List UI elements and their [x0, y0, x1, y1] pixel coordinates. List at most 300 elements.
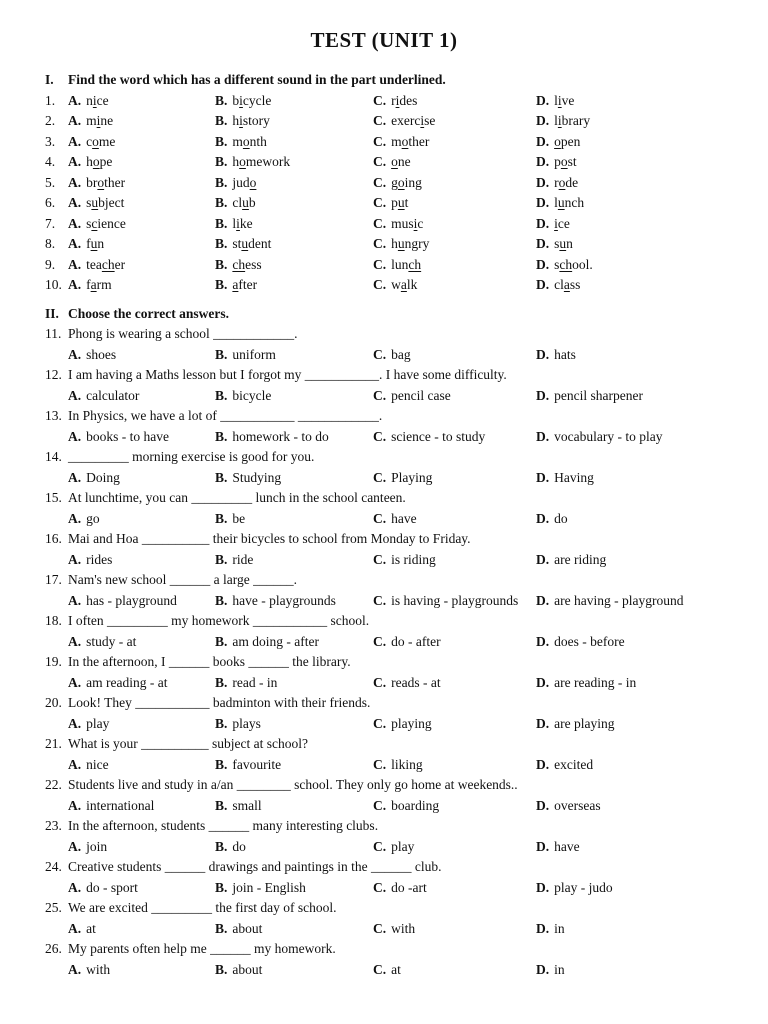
- answer-option[interactable]: [536, 673, 636, 694]
- underlined-part: i: [557, 92, 562, 108]
- question-number: 20.: [45, 695, 62, 710]
- answer-option[interactable]: [68, 878, 138, 899]
- answer-option[interactable]: [215, 193, 256, 214]
- option-text: boarding: [391, 797, 440, 813]
- question-stem-row: [0, 324, 768, 345]
- answer-option[interactable]: [536, 468, 594, 489]
- answer-option[interactable]: [536, 427, 662, 448]
- answer-option[interactable]: [215, 632, 319, 653]
- option-text: b: [232, 92, 240, 108]
- options-row: [0, 468, 768, 489]
- option-text: do -art: [391, 879, 427, 895]
- options-row: [0, 550, 768, 571]
- option-letter: A.: [68, 551, 82, 567]
- question-stem: Mai and Hoa __________ their bicycles to school from Monday to Friday.: [68, 531, 471, 546]
- answer-option[interactable]: [215, 591, 336, 612]
- option-text: ool.: [572, 256, 593, 272]
- option-text: join: [86, 838, 108, 854]
- option-letter: B.: [215, 469, 228, 485]
- answer-option[interactable]: [373, 234, 429, 255]
- answer-option[interactable]: [68, 837, 107, 858]
- option-letter: C.: [373, 174, 387, 190]
- option-text: join - English: [232, 879, 306, 895]
- option-text: nth: [249, 133, 267, 149]
- option-text: bject: [98, 195, 125, 210]
- question-number: 16.: [45, 531, 62, 546]
- answer-option[interactable]: [536, 234, 573, 255]
- answer-option[interactable]: [215, 550, 253, 571]
- option-letter: C.: [373, 387, 387, 403]
- answer-option[interactable]: [215, 919, 262, 940]
- option-text: ther: [104, 174, 126, 190]
- option-text: story: [242, 113, 270, 128]
- question-stem: I often _________ my homework ___________ school.: [68, 613, 370, 628]
- option-text: c: [86, 133, 93, 149]
- option-text: l: [554, 92, 558, 108]
- option-text: play: [86, 715, 110, 731]
- answer-option[interactable]: [68, 509, 100, 530]
- answer-option[interactable]: [373, 386, 451, 407]
- answer-option[interactable]: [215, 173, 256, 194]
- option-text: read - in: [232, 674, 278, 690]
- option-text: ing: [404, 174, 422, 190]
- option-text: cl: [232, 195, 243, 210]
- option-letter: B.: [215, 920, 228, 936]
- answer-option[interactable]: [536, 255, 593, 276]
- option-text: pe: [99, 154, 113, 169]
- option-letter: B.: [215, 592, 228, 608]
- option-text: n: [566, 236, 573, 251]
- option-text: are reading - in: [554, 674, 637, 690]
- answer-option[interactable]: [68, 755, 109, 776]
- underlined-part: ch: [232, 256, 246, 272]
- section-heading: [45, 304, 229, 324]
- option-letter: B.: [215, 113, 228, 128]
- option-letter: D.: [536, 756, 550, 772]
- question-stem-row: [0, 488, 768, 509]
- answer-option[interactable]: [215, 960, 262, 981]
- answer-option[interactable]: [68, 132, 115, 153]
- options-row: [0, 960, 768, 981]
- answer-option[interactable]: [215, 91, 271, 112]
- option-letter: A.: [68, 256, 82, 272]
- question-number: 11.: [45, 326, 62, 341]
- answer-option[interactable]: [68, 427, 169, 448]
- option-text: do - sport: [86, 879, 138, 895]
- option-letter: C.: [373, 756, 387, 772]
- answer-option[interactable]: [373, 193, 408, 214]
- answer-option[interactable]: [215, 427, 329, 448]
- option-text: ve: [561, 92, 575, 108]
- question-stem: My parents often help me ______ my homework.: [68, 941, 336, 956]
- answer-option[interactable]: [68, 591, 177, 612]
- option-letter: D.: [536, 113, 550, 128]
- answer-option[interactable]: [536, 173, 578, 194]
- question-stem-row: [0, 775, 768, 796]
- option-text: vocabulary - to play: [554, 428, 663, 444]
- option-text: h: [86, 154, 93, 169]
- answer-option[interactable]: [68, 173, 125, 194]
- question-number: 4.: [45, 154, 56, 169]
- answer-option[interactable]: [68, 919, 96, 940]
- option-letter: D.: [536, 469, 550, 485]
- question-stem-row: [0, 611, 768, 632]
- underlined-part: i: [96, 113, 101, 128]
- option-letter: A.: [68, 195, 82, 210]
- option-letter: C.: [373, 154, 387, 169]
- option-letter: A.: [68, 154, 82, 169]
- answer-option[interactable]: [536, 132, 580, 153]
- option-letter: C.: [373, 277, 387, 292]
- section-heading: [45, 70, 446, 90]
- answer-option[interactable]: [215, 111, 270, 132]
- answer-option[interactable]: [68, 152, 112, 173]
- option-text: w: [391, 277, 401, 292]
- answer-option[interactable]: [373, 509, 417, 530]
- answer-option[interactable]: [536, 632, 625, 653]
- option-letter: B.: [215, 879, 228, 895]
- answer-option[interactable]: [536, 152, 577, 173]
- answer-option[interactable]: [536, 386, 643, 407]
- option-text: do: [232, 838, 246, 854]
- option-text: has - playground: [86, 592, 177, 608]
- option-text: brary: [561, 113, 591, 128]
- underlined-part: u: [397, 236, 405, 251]
- option-text: mus: [391, 215, 414, 231]
- option-letter: A.: [68, 961, 82, 977]
- answer-option[interactable]: [215, 796, 262, 817]
- question-number: 2.: [45, 113, 56, 128]
- option-letter: B.: [215, 838, 228, 854]
- options-row: [0, 796, 768, 817]
- option-text: s: [86, 215, 92, 231]
- answer-option[interactable]: [68, 234, 104, 255]
- option-letter: D.: [536, 428, 550, 444]
- answer-option[interactable]: [373, 714, 432, 735]
- option-text: ther: [408, 133, 430, 149]
- option-letter: A.: [68, 92, 82, 108]
- option-text: uniform: [232, 346, 276, 362]
- answer-option[interactable]: [373, 132, 429, 153]
- answer-option[interactable]: [215, 386, 271, 407]
- answer-option[interactable]: [536, 193, 584, 214]
- option-letter: A.: [68, 920, 82, 936]
- answer-option[interactable]: [215, 509, 245, 530]
- option-text: hats: [554, 346, 576, 362]
- option-letter: C.: [373, 551, 387, 567]
- answer-option[interactable]: [373, 214, 423, 235]
- question-stem: Look! They ___________ badminton with their friends.: [68, 695, 371, 710]
- option-text: have - playgrounds: [232, 592, 336, 608]
- answer-option[interactable]: [68, 193, 124, 214]
- answer-option[interactable]: [373, 275, 417, 296]
- option-letter: D.: [536, 92, 550, 108]
- option-letter: A.: [68, 387, 82, 403]
- answer-option[interactable]: [536, 796, 601, 817]
- option-letter: A.: [68, 215, 82, 231]
- question-row: [0, 214, 768, 235]
- option-text: rm: [96, 277, 112, 292]
- answer-option[interactable]: [536, 714, 614, 735]
- answer-option[interactable]: [373, 591, 518, 612]
- option-text: at: [391, 961, 401, 977]
- answer-option[interactable]: [536, 509, 568, 530]
- answer-option[interactable]: [373, 468, 432, 489]
- option-text: t: [404, 195, 409, 210]
- option-text: p: [554, 154, 561, 169]
- option-text: have: [554, 838, 580, 854]
- option-text: small: [232, 797, 262, 813]
- answer-option[interactable]: [68, 714, 109, 735]
- underlined-part: i: [420, 113, 425, 128]
- answer-option[interactable]: [373, 632, 441, 653]
- underlined-part: o: [92, 133, 99, 149]
- option-text: me: [98, 133, 116, 149]
- question-number: 25.: [45, 900, 62, 915]
- option-letter: B.: [215, 346, 228, 362]
- option-text: with: [391, 920, 416, 936]
- answer-option[interactable]: [215, 878, 306, 899]
- option-text: do: [554, 510, 568, 526]
- answer-option[interactable]: [215, 152, 290, 173]
- answer-option[interactable]: [373, 878, 427, 899]
- answer-option[interactable]: [536, 960, 565, 981]
- option-text: study - at: [86, 633, 137, 649]
- question-number: 10.: [45, 277, 62, 292]
- question-number: 3.: [45, 133, 56, 149]
- question-number: 1.: [45, 92, 56, 108]
- answer-option[interactable]: [68, 632, 136, 653]
- question-stem-row: [0, 652, 768, 673]
- answer-option[interactable]: [68, 255, 125, 276]
- answer-option[interactable]: [215, 345, 276, 366]
- underlined-part: ch: [101, 256, 115, 272]
- answer-option[interactable]: [536, 837, 580, 858]
- option-letter: D.: [536, 633, 550, 649]
- answer-option[interactable]: [215, 755, 281, 776]
- answer-option[interactable]: [536, 550, 606, 571]
- option-letter: B.: [215, 154, 228, 169]
- option-letter: B.: [215, 428, 228, 444]
- answer-option[interactable]: [373, 173, 422, 194]
- option-text: h: [232, 154, 240, 169]
- answer-option[interactable]: [373, 796, 439, 817]
- question-number: 21.: [45, 736, 62, 751]
- option-text: does - before: [554, 633, 625, 649]
- option-letter: A.: [68, 469, 82, 485]
- answer-option[interactable]: [68, 960, 110, 981]
- question-number: 18.: [45, 613, 62, 628]
- option-text: is riding: [391, 551, 436, 567]
- option-text: cl: [554, 277, 564, 292]
- question-number: 14.: [45, 449, 62, 464]
- answer-option[interactable]: [536, 214, 570, 235]
- option-letter: B.: [215, 551, 228, 567]
- question-stem-row: [0, 734, 768, 755]
- answer-option[interactable]: [68, 91, 109, 112]
- option-letter: C.: [373, 469, 387, 485]
- underlined-part: a: [90, 277, 97, 292]
- option-letter: B.: [215, 961, 228, 977]
- answer-option[interactable]: [373, 550, 436, 571]
- answer-option[interactable]: [373, 755, 423, 776]
- option-letter: A.: [68, 428, 82, 444]
- option-letter: B.: [215, 715, 228, 731]
- question-number: 7.: [45, 215, 56, 231]
- answer-option[interactable]: [536, 275, 580, 296]
- option-text: se: [424, 113, 436, 128]
- underlined-part: i: [92, 92, 97, 108]
- option-text: international: [86, 797, 155, 813]
- answer-option[interactable]: [373, 152, 411, 173]
- option-text: bag: [391, 346, 411, 362]
- answer-option[interactable]: [536, 111, 590, 132]
- question-stem: In the afternoon, students ______ many interesting clubs.: [68, 818, 379, 833]
- option-letter: C.: [373, 215, 387, 231]
- option-text: des: [399, 92, 418, 108]
- question-row: [0, 152, 768, 173]
- question-stem: Creative students ______ drawings and paintings in the ______ club.: [68, 859, 442, 874]
- option-text: f: [86, 236, 91, 251]
- question-stem-row: [0, 898, 768, 919]
- underlined-part: i: [239, 92, 243, 108]
- answer-option[interactable]: [373, 255, 421, 276]
- underlined-part: i: [236, 215, 240, 231]
- option-letter: C.: [373, 133, 387, 149]
- question-number: 19.: [45, 654, 62, 669]
- answer-option[interactable]: [536, 755, 593, 776]
- option-letter: C.: [373, 879, 387, 895]
- answer-option[interactable]: [373, 345, 411, 366]
- answer-option[interactable]: [215, 132, 267, 153]
- question-number: 15.: [45, 490, 62, 505]
- answer-option[interactable]: [68, 275, 112, 296]
- option-letter: D.: [536, 174, 550, 190]
- answer-option[interactable]: [215, 234, 271, 255]
- option-letter: D.: [536, 879, 550, 895]
- option-letter: D.: [536, 551, 550, 567]
- answer-option[interactable]: [373, 91, 417, 112]
- answer-option[interactable]: [373, 427, 485, 448]
- answer-option[interactable]: [68, 550, 112, 571]
- option-text: l: [232, 215, 237, 231]
- underlined-part: ch: [408, 256, 422, 272]
- option-letter: D.: [536, 797, 550, 813]
- answer-option[interactable]: [68, 214, 126, 235]
- option-letter: D.: [536, 715, 550, 731]
- answer-option[interactable]: [373, 111, 435, 132]
- answer-option[interactable]: [68, 796, 154, 817]
- option-text: science - to study: [391, 428, 486, 444]
- underlined-part: c: [91, 215, 98, 231]
- answer-option[interactable]: [536, 345, 576, 366]
- option-text: pen: [560, 133, 581, 149]
- underlined-part: a: [400, 277, 407, 292]
- question-stem-row: [0, 447, 768, 468]
- answer-option[interactable]: [215, 275, 257, 296]
- question-row: [0, 275, 768, 296]
- option-text: shoes: [86, 346, 117, 362]
- answer-option[interactable]: [68, 386, 139, 407]
- answer-option[interactable]: [215, 468, 281, 489]
- underlined-part: o: [401, 133, 409, 149]
- option-letter: B.: [215, 92, 228, 108]
- answer-option[interactable]: [215, 673, 277, 694]
- option-letter: A.: [68, 133, 82, 149]
- question-stem: We are excited _________ the first day of school.: [68, 900, 337, 915]
- option-letter: A.: [68, 715, 82, 731]
- option-text: s: [554, 236, 560, 251]
- answer-option[interactable]: [68, 111, 113, 132]
- answer-option[interactable]: [68, 468, 120, 489]
- underlined-part: o: [242, 133, 250, 149]
- option-letter: B.: [215, 387, 228, 403]
- question-number: 26.: [45, 941, 62, 956]
- option-letter: D.: [536, 674, 550, 690]
- option-text: r: [391, 92, 396, 108]
- option-text: play - judo: [554, 879, 613, 895]
- option-text: ience: [97, 215, 126, 231]
- answer-option[interactable]: [373, 837, 414, 858]
- answer-option[interactable]: [373, 673, 441, 694]
- option-letter: A.: [68, 113, 82, 128]
- underlined-part: o: [97, 174, 105, 190]
- option-letter: A.: [68, 674, 82, 690]
- answer-option[interactable]: [536, 919, 565, 940]
- option-letter: B.: [215, 633, 228, 649]
- option-text: are playing: [554, 715, 615, 731]
- options-row: [0, 673, 768, 694]
- option-text: overseas: [554, 797, 601, 813]
- answer-option[interactable]: [215, 214, 253, 235]
- underlined-part: a: [563, 277, 570, 292]
- option-text: m: [86, 113, 97, 128]
- answer-option[interactable]: [68, 345, 116, 366]
- option-letter: D.: [536, 133, 550, 149]
- question-number: 8.: [45, 236, 56, 251]
- option-text: ride: [232, 551, 254, 567]
- answer-option[interactable]: [536, 878, 613, 899]
- option-text: tea: [86, 256, 102, 272]
- answer-option[interactable]: [215, 714, 261, 735]
- answer-option[interactable]: [215, 837, 246, 858]
- answer-option[interactable]: [68, 673, 167, 694]
- option-letter: D.: [536, 195, 550, 210]
- underlined-part: a: [232, 277, 239, 292]
- option-text: ngry: [404, 236, 430, 251]
- option-letter: B.: [215, 674, 228, 690]
- option-text: mework: [245, 154, 291, 169]
- option-text: lun: [391, 256, 409, 272]
- options-row: [0, 878, 768, 899]
- option-letter: C.: [373, 715, 387, 731]
- option-text: cycle: [242, 92, 272, 108]
- question-number: 12.: [45, 367, 62, 382]
- answer-option[interactable]: [536, 591, 683, 612]
- answer-option[interactable]: [373, 960, 401, 981]
- underlined-part: u: [241, 236, 249, 251]
- question-stem-row: [0, 693, 768, 714]
- option-text: dent: [248, 236, 272, 251]
- answer-option[interactable]: [215, 255, 262, 276]
- option-letter: C.: [373, 256, 387, 272]
- option-text: excited: [554, 756, 594, 772]
- option-letter: C.: [373, 592, 387, 608]
- answer-option[interactable]: [373, 919, 415, 940]
- answer-option[interactable]: [536, 91, 574, 112]
- option-text: s: [554, 256, 560, 272]
- option-letter: C.: [373, 920, 387, 936]
